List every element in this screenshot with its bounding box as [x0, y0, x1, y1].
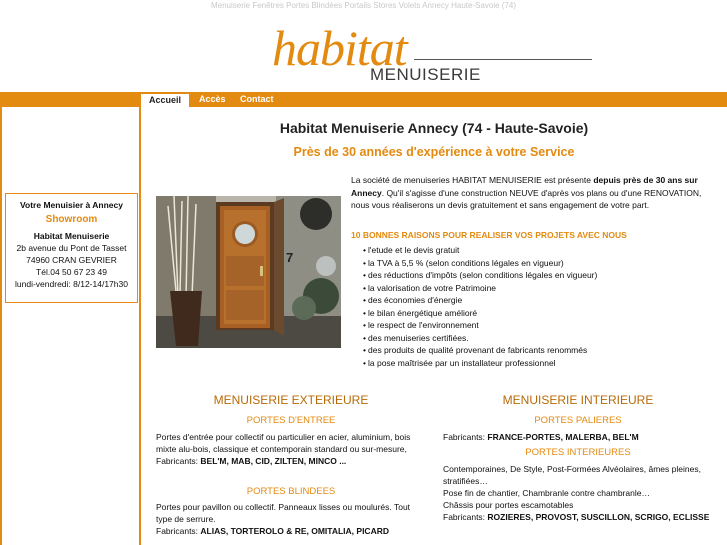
address-street: 2b avenue du Pont de Tasset — [16, 243, 127, 253]
nav-home[interactable]: Accueil — [141, 92, 189, 107]
logo-subtitle: MENUISERIE — [370, 65, 481, 84]
list-item: • le respect de l'environnement — [369, 319, 597, 332]
interior-doors-line3: Châssis pour portes escamotables — [443, 500, 574, 510]
address-city: 74960 CRAN GEVRIER — [26, 255, 117, 265]
list-item: • des produits de qualité provenant de fabricants renommés — [369, 344, 597, 357]
list-item: • la valorisation de votre Patrimoine — [369, 282, 597, 295]
showroom-box — [5, 193, 138, 303]
list-item: • des économies d'énergie — [369, 294, 597, 307]
exterior-title: MENUISERIE EXTERIEURE — [213, 393, 369, 407]
main-navbar — [0, 92, 727, 107]
sidebar — [0, 107, 141, 545]
landing-doors-fab-label: Fabricants: — [443, 432, 488, 442]
landing-doors-text — [443, 431, 713, 443]
landing-doors-title[interactable]: PORTES PALIERES — [534, 415, 622, 426]
site-logo[interactable] — [272, 20, 602, 90]
seo-keywords-line: Menuiserie Fenêtres Portes Blindées Portails Stores Volets Annecy Haute-Savoie (74) — [210, 1, 517, 10]
interior-doors-text — [443, 463, 713, 523]
interior-title: MENUISERIE INTERIEURE — [502, 393, 654, 407]
intro-paragraph — [351, 174, 721, 212]
nav-access[interactable]: Accès — [199, 94, 226, 104]
showroom-label: Showroom — [45, 214, 98, 225]
armored-doors-text — [156, 501, 426, 537]
page-title: Habitat Menuiserie Annecy (74 - Haute-Savoie) — [279, 120, 589, 136]
list-item: • des menuiseries certifiées. — [369, 332, 597, 345]
door-showcase-photo — [156, 196, 341, 348]
interior-doors-fab-label: Fabricants: — [443, 512, 488, 522]
list-item: • des réductions d'impôts (selon conditions légales en vigueur) — [369, 269, 597, 282]
page-subtitle: Près de 30 années d'expérience à votre Service — [293, 145, 575, 159]
armored-doors-manufacturers: ALIAS, TORTEROLO & RE, OMITALIA, PICARD — [200, 526, 389, 536]
entry-doors-title[interactable]: PORTES D'ENTREE — [246, 415, 336, 426]
reasons-list — [369, 244, 597, 369]
interior-doors-title[interactable]: PORTES INTERIEURES — [525, 447, 631, 458]
interior-doors-line2: Pose fin de chantier, Chambranle contre chambranle… — [443, 488, 650, 498]
logo-word: habitat — [272, 20, 407, 76]
sidebar-title: Votre Menuisier à Annecy — [20, 200, 123, 210]
armored-doors-fab-label: Fabricants: — [156, 526, 201, 536]
logo-divider — [414, 59, 592, 60]
company-name: Habitat Menuiserie — [33, 231, 110, 241]
list-item: • le bilan énergétique amélioré — [369, 307, 597, 320]
armored-doors-title[interactable]: PORTES BLINDEES — [246, 486, 336, 497]
entry-doors-manufacturers: BEL'M, MAB, CID, ZILTEN, MINCO ... — [200, 456, 347, 466]
intro-text-a: La société de menuiseries HABITAT MENUISERIE est présente — [351, 175, 594, 185]
list-item: • la pose maîtrisée par un installateur professionnel — [369, 357, 597, 370]
entry-doors-text — [156, 431, 426, 467]
reasons-title: 10 BONNES RAISONS POUR REALISER VOS PROJETS AVEC NOUS — [351, 230, 627, 240]
opening-hours: lundi-vendredi: 8/12-14/17h30 — [15, 279, 128, 289]
interior-doors-manufacturers: ROZIERES, PROVOST, SUSCILLON, SCRIGO, ECLISSE — [487, 512, 710, 522]
intro-text-b: . Qu'il s'agisse d'une construction NEUVE d'après vos plans ou d'une RENOVATION, nous vous réaliserons un devis gratuitement et sans engagement de votre part. — [351, 187, 702, 210]
armored-doors-description: Portes pour pavillon ou collectif. Panneaux lisses ou moulurés. Tout type de serrure. — [156, 502, 411, 524]
main-content — [141, 107, 727, 545]
landing-doors-manufacturers: FRANCE-PORTES, MALERBA, BEL'M — [487, 432, 639, 442]
list-item: • l'etude et le devis gratuit — [369, 244, 597, 257]
list-item: • la TVA à 5,5 % (selon conditions légales en vigueur) — [369, 257, 597, 270]
interior-doors-line1: Contemporaines, De Style, Post-Formées Alvéolaires, âmes pleines, stratifiées… — [443, 464, 701, 486]
svg-text:7: 7 — [286, 250, 294, 265]
phone-number: Tél.04 50 67 23 49 — [36, 267, 107, 277]
entry-doors-description: Portes d'entrée pour collectif ou particulier en acier, aluminium, bois mixte alu-bois, classique et contemporain standard ou sur-mesure, — [156, 432, 411, 454]
nav-contact[interactable]: Contact — [240, 94, 274, 104]
entry-doors-fab-label: Fabricants: — [156, 456, 201, 466]
intro-text-bold: depuis près de 30 ans sur Annecy — [351, 175, 698, 198]
